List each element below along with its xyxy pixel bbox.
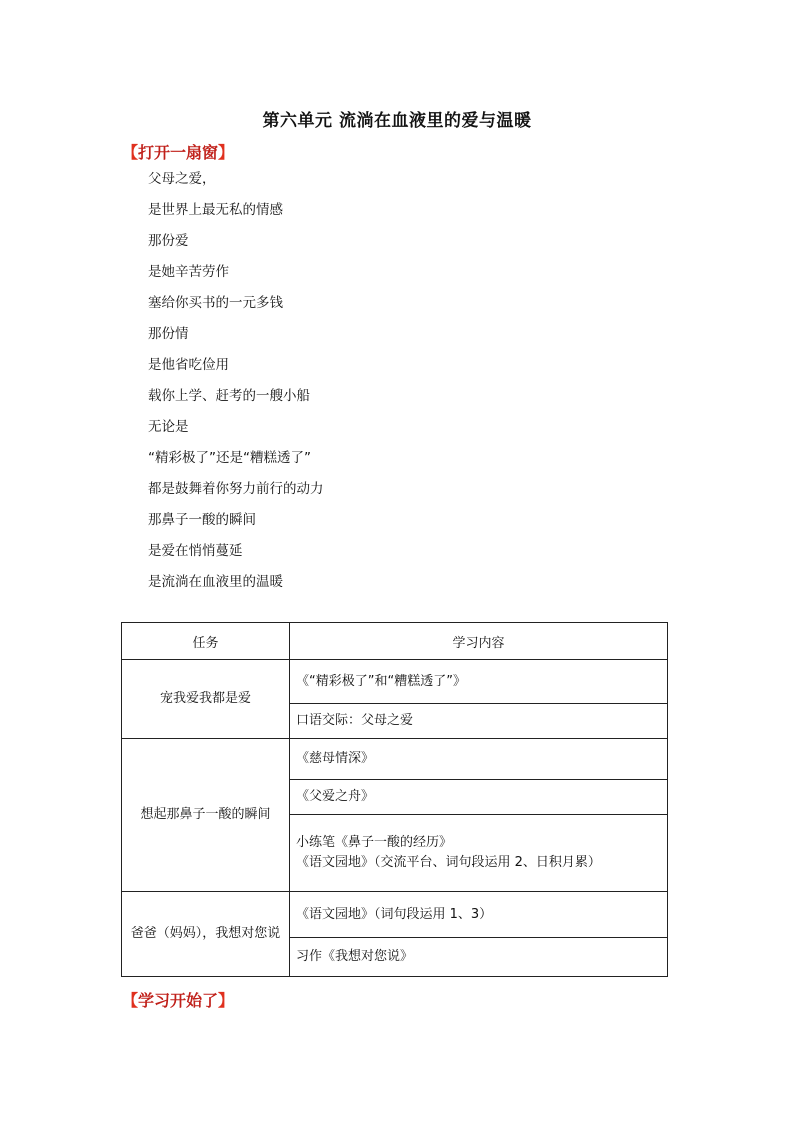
task-cell: 爸爸（妈妈），我想对您说 (122, 892, 290, 977)
poem-line: 是世界上最无私的情感 (148, 202, 283, 218)
poem-line: 父母之爱， (148, 171, 216, 187)
poem-line: 无论是 (148, 419, 189, 435)
header-task: 任务 (122, 623, 290, 660)
bracket-open: 【 (122, 143, 139, 162)
content-cell: 《“精彩极了”和“糟糕透了”》 (290, 660, 668, 704)
table-row (122, 660, 668, 704)
poem-line: 那份爱 (148, 233, 189, 249)
content-cell: 习作《我想对您说》 (290, 938, 668, 977)
poem (148, 170, 324, 604)
poem-line: 是她辛苦劳作 (148, 264, 229, 280)
task-table (121, 622, 668, 977)
task-cell: 宠我爱我都是爱 (122, 660, 290, 739)
bracket-close: 】 (218, 991, 235, 1010)
poem-line: 载你上学、赶考的一艘小船 (148, 388, 310, 404)
content-cell (290, 815, 668, 892)
content-cell: 《语文园地》（词句段运用 1、3） (290, 892, 668, 938)
section-heading-open-window (122, 140, 234, 163)
poem-line: 都是鼓舞着你努力前行的动力 (148, 481, 324, 497)
content-cell: 《父爱之舟》 (290, 780, 668, 815)
task-cell: 想起那鼻子一酸的瞬间 (122, 739, 290, 892)
poem-line: 是流淌在血液里的温暖 (148, 574, 283, 590)
bracket-close: 】 (218, 143, 235, 162)
content-cell: 口语交际：父母之爱 (290, 704, 668, 739)
poem-line: “精彩极了”还是“糟糕透了” (148, 450, 311, 466)
table-header-row (122, 623, 668, 660)
poem-line: 那鼻子一酸的瞬间 (148, 512, 256, 528)
page-title: 第六单元 流淌在血液里的爱与温暖 (262, 111, 532, 131)
content-line: 《语文园地》（交流平台、词句段运用 2、日积月累） (296, 855, 601, 870)
table-row (122, 892, 668, 938)
section-label: 打开一扇窗 (138, 143, 219, 162)
poem-line: 那份情 (148, 326, 189, 342)
section-heading-start-learning (122, 988, 234, 1011)
bracket-open: 【 (122, 991, 139, 1010)
content-line: 小练笔《鼻子一酸的经历》 (296, 835, 453, 850)
content-cell: 《慈母情深》 (290, 739, 668, 780)
poem-line: 塞给你买书的一元多钱 (148, 295, 283, 311)
poem-line: 是他省吃俭用 (148, 357, 229, 373)
table-row (122, 739, 668, 780)
section-label: 学习开始了 (138, 991, 219, 1010)
header-content: 学习内容 (290, 623, 668, 660)
poem-line: 是爱在悄悄蔓延 (148, 543, 243, 559)
